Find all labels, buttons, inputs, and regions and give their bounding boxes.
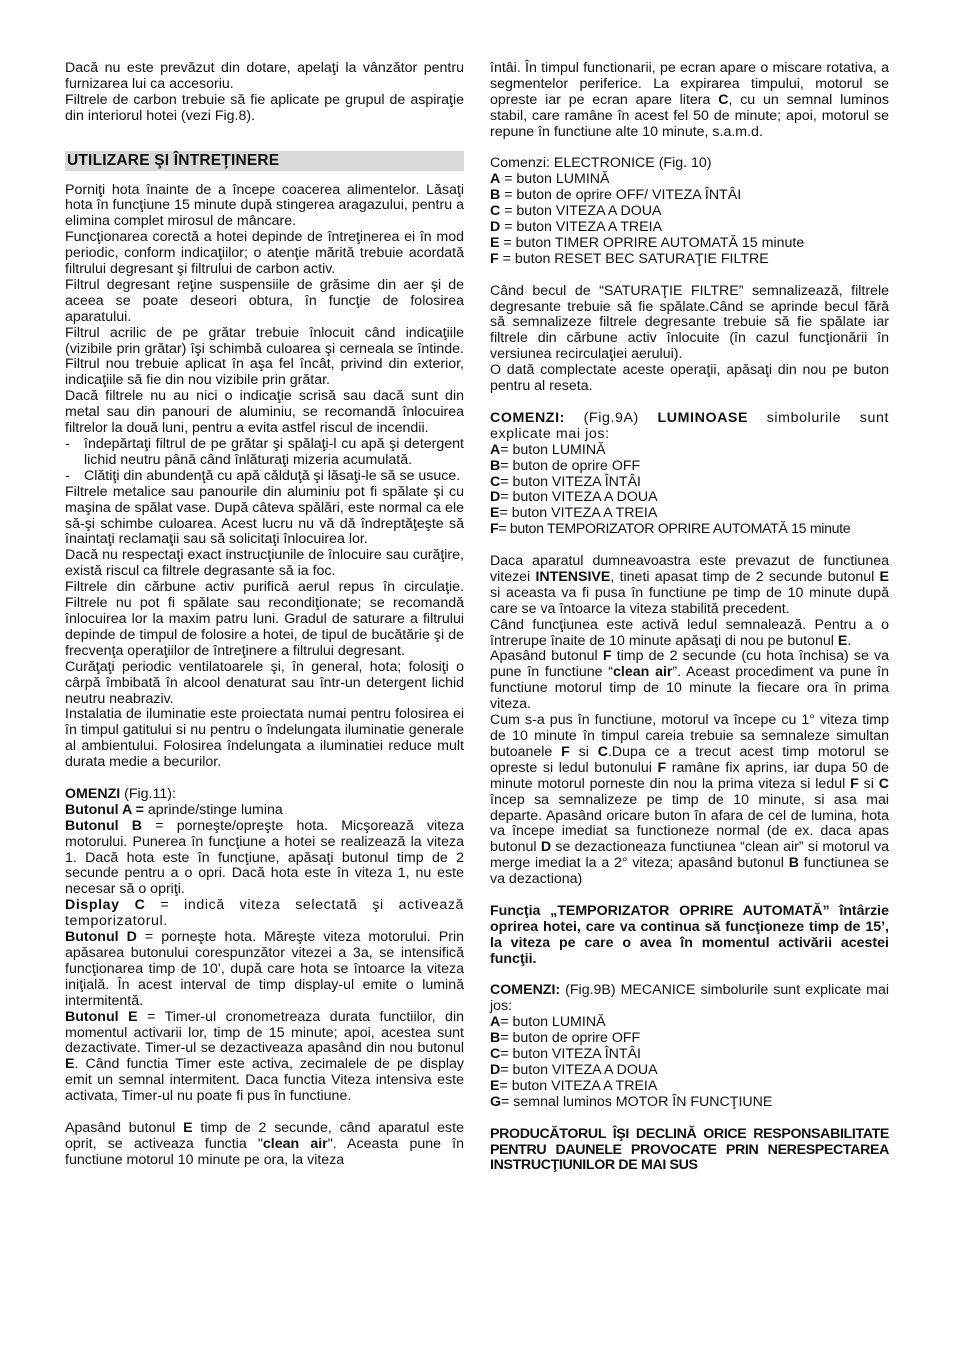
electronic-controls-list: [490, 172, 889, 267]
saturation-paragraph: Când becul de “SATURAŢIE FILTRE” semnalizează, filtrele degresante trebuie să fie spălate.Când se aprinde becul fără să semnalizeze filtrele degresante trebuie să fie spălate iar filtrele din cărbune activ înlocuite (în cazul funcţionării în versiunea recirculaţiei aerului).: [490, 282, 889, 363]
section-heading: UTILIZARE ŞI ÎNTREŢINERE: [65, 151, 464, 171]
button-d-desc: Butonul D = porneşte hota. Măreşte viteza motorului. Prin apăsarea butonului corespunzător vitezei a 3a, se intensifică funcţionarea timp de 10’, după care hota se întoarce la viteza iniţială. În acest interval de timp display-ul emite o lumină intermitentă.: [65, 929, 464, 1009]
list-item: B = buton de oprire OFF/ VITEZA ÎNTÂI: [490, 187, 742, 204]
paragraph-grease-filter: Filtrul degresant reţine suspensiile de grăsime din aer şi de aceea se poate deseori obtura, în funcţie de folosirea aparatului.: [65, 276, 464, 325]
button-b-desc: Butonul B = porneşte/opreşte hota. Micşorează viteza motorului. Punerea în funcţiune a hotei se realizează la viteza 1. Dacă hota este în funcţiune, apăsaţi butonul timp de 2 secunde pentru a o opri. Dacă hota este în viteza 1, nu este necesar să o opriţi.: [65, 817, 465, 898]
list-item: C= buton VITEZA ÎNTÂI: [490, 473, 642, 490]
list-item: A = buton LUMINĂ: [490, 171, 610, 188]
paragraph-metal-filter: Dacă filtrele nu au nici o indicaţie scrisă sau dacă sunt din metal sau din panouri de aluminiu, se recomandă înlocuirea filtrelor la două luni, pentru a evita astfel riscul de incendii.: [65, 388, 464, 437]
intro-paragraph-2: Filtrele de carbon trebuie să fie aplicate pe grupul de aspiraţie din interiorul hotei (vezi Fig.8).: [65, 91, 464, 124]
clean-air-f-paragraph: Apasând butonul F timp de 2 secunde (cu hota închisa) se va pune în functiune “clean air”. Aceast procediment va pune în functiune motorul timp de 10 minute la fiecare ora în prima viteza.: [490, 648, 889, 713]
list-item: B= buton de oprire OFF: [490, 1030, 641, 1047]
omenzi-title: OMENZI (Fig.11):: [65, 785, 176, 802]
list-item: [65, 437, 464, 469]
intro-paragraph-1: Dacă nu este prevăzut din dotare, apelaţi la vânzător pentru furnizarea lui ca accesoriu.: [65, 60, 464, 92]
luminous-controls-list: [490, 443, 889, 538]
button-a-desc: Butonul A = aprinde/stinge lumina: [65, 801, 283, 818]
mechanical-controls-list: [490, 1015, 889, 1110]
right-column: [490, 61, 889, 1174]
list-item: E= buton VITEZA A TREIA: [490, 1077, 658, 1094]
list-item: D= buton VITEZA A DOUA: [490, 489, 658, 506]
disclaimer: PRODUCĂTORUL ÎŞI DECLINĂ ORICE RESPONSABILITATE PENTRU DAUNELE PROVOCATE PRIN NERESPECTAREA INSTRUCŢIUNILOR DE MAI SUS: [490, 1125, 889, 1174]
list-item: E= buton VITEZA A TREIA: [490, 505, 658, 522]
paragraph-carbon-filter: Filtrele din cărbune activ purifică aerul repus în circulaţie. Filtrele nu pot fi spălate sau recondiţionate; se recomandă înlocuirea lor la maxim patru luni. Gradul de saturare a filtrului depinde de timpul de folosire a hotei, de tipul de bucătărie şi de frecvenţa operaţiilor de întreţinere a filtrului degresant.: [65, 579, 464, 659]
led-paragraph: Când funcţiunea este activă ledul semnalează. Pentru a o întrerupe înaite de 10 minute apăsaţi di nou pe butonul E.: [490, 616, 889, 649]
electronic-controls-title: Comenzi: ELECTRONICE (Fig. 10): [490, 155, 712, 172]
list-item: C = buton VITEZA A DOUA: [490, 203, 662, 220]
list-item-text: Clătiţi din abundenţă cu apă călduţă şi lăsaţi-le să se usuce.: [84, 467, 461, 484]
reset-paragraph: O dată complectate aceste operaţii, apăsaţi din nou pe buton pentru al reseta.: [490, 362, 889, 395]
mechanical-controls-title: COMENZI: (Fig.9B) MECANICE simbolurile sunt explicate mai jos:: [490, 982, 889, 1015]
intensive-paragraph: Daca aparatul dumneavoastra este prevazut de functiunea vitezei INTENSIVE, tineti apasat timp de 2 secunde butonul E si aceasta va fi pusa în functiune pe timp de 10 minute după care se va întoarce la viteza stabilită precedent.: [490, 553, 890, 617]
motor-cycle-paragraph: Cum s-a pus în functiune, motorul va începe cu 1° viteza timp de 10 minute în timpul careia trebuie sa semnaleze simultan butoanele F si C.Dupa ce a trecut acest timp motorul se opreste si ledul butonului F ramâne fix aprins, iar dupa 50 de minute motorul porneste din nou la prima viteza si ledul F si C încep sa semnalizeze pe timp de 10 minute, si asa mai departe. Apasând oricare buton în afara de cel de lumina, hota va începe imediat sa functioneze normal (de ex. daca apas butonul D se dezactioneaza functiunea “clean air” si motorul va merge imediat la a 2° viteza; apasând butonul B functiunea se va dezactiona): [490, 712, 889, 888]
timer-function-note: Funcţia „TEMPORIZATOR OPRIRE AUTOMATĂ” întârzie oprirea hotei, care va continua să funcţioneze timp de 15’, la viteza pe care o avea în momentul activării acestei funcţii.: [490, 902, 889, 967]
button-e-desc: Butonul E = Timer-ul cronometreaza durata functiilor, din momentul activarii lor, timp de 15 minute; apoi, acestea sunt dezactivate. Timer-ul se dezactiveaza apasând din nou butonul E. Când functia Timer este activa, zecimalele de pe display emit un semnal intermitent. Daca functia Viteza intensiva este activata, Timer-ul nu poate fi pus în functiune.: [65, 1008, 464, 1105]
dash-bullet: -: [65, 436, 70, 453]
list-item: B= buton de oprire OFF: [490, 457, 641, 474]
list-item: D = buton VITEZA A TREIA: [490, 219, 663, 236]
clean-air-continued: întâi. În timpul functionarii, pe ecran apare o miscare rotativa, a segmentelor periferice. La expirarea timpului, motorul se opreste iar pe ecran apare litera C, cu un semnal luminos stabil, care ramâne în acest fel 50 de minute; apoi, motorul se repune în functiune alte 10 minute, s.a.m.d.: [490, 60, 889, 140]
display-c-desc: Display C = indică viteza selectată şi activează temporizatorul.: [65, 897, 464, 930]
list-item: C= buton VITEZA ÎNTÂI: [490, 1046, 642, 1063]
list-item: G= semnal luminos MOTOR ÎN FUNCŢIUNE: [490, 1093, 773, 1110]
list-item: F= buton TEMPORIZATOR OPRIRE AUTOMATĂ 15 minute: [490, 521, 851, 538]
paragraph-lighting: Instalatia de iluminatie este proiectata numai pentru folosirea ei în timpul gatitului si nu pentru o îndelungata iluminatie generale al ambientului. Folosirea îndelungata a iluminatiei reduce mult durata medie a becurilor.: [65, 706, 464, 771]
paragraph-start-hood: Porniţi hota înainte de a începe coacerea alimentelor. Lăsaţi hota în funcţiune 15 minute după stingerea aragazului, pentru a elimina complet mirosul de mâncare.: [65, 181, 464, 230]
clean-air-paragraph: Apasând butonul E timp de 2 secunde, când aparatul este oprit, se activeaza functia "clean air". Aceasta pune în functiune motorul 10 minute pe ora, la viteza: [65, 1119, 465, 1168]
list-item: [65, 469, 464, 485]
paragraph-acrylic-filter: Filtrul acrilic de pe grătar trebuie înlocuit când indicaţiile (vizibile prin grătar) îşi schimbă culoarea şi cerneala se întinde. Filtrul nou trebuie aplicat în aşa fel încât, privind din exterior, indicaţiile să fie din nou vizibile prin grătar.: [65, 324, 464, 389]
list-item-text: îndepărtaţi filtrul de pe grătar şi spălaţi-l cu apă şi detergent lichid neutru până când înlăturaţi mizeria acumulată.: [84, 436, 464, 468]
list-item: A= buton LUMINĂ: [490, 1014, 606, 1031]
paragraph-cleaning: Curăţaţi periodic ventilatoarele şi, în general, hota; folosiţi o cârpă îmbibată în alcool denaturat sau într-un detergent lichid neutru neabraziv.: [65, 658, 464, 707]
left-column: [65, 61, 464, 1169]
list-item: D= buton VITEZA A DOUA: [490, 1062, 658, 1078]
dash-bullet: -: [65, 467, 70, 484]
luminous-controls-title: COMENZI: (Fig.9A) LUMINOASE simbolurile sunt explicate mai jos:: [490, 409, 889, 442]
paragraph-maintenance: Funcţionarea corectă a hotei depinde de întreţinerea ei în mod periodic, conform indicaţiilor; o atenţie mărită trebuie acordată filtrului degresant şi filtrului de carbon activ.: [65, 229, 464, 278]
list-item: E = buton TIMER OPRIRE AUTOMATĂ 15 minute: [490, 234, 805, 251]
list-item: F = buton RESET BEC SATURAŢIE FILTRE: [490, 250, 769, 267]
paragraph-fire-risk: Dacă nu respectaţi exact instrucţiunile de înlocuire sau curăţire, există riscul ca filtrele degrasante să ia foc.: [65, 547, 464, 580]
paragraph-dishwasher: Filtrele metalice sau panourile din aluminiu pot fi spălate şi cu maşina de spălat vase. După câteva spălări, este normal ca ele să-şi schimbe culoarea. Acest lucru nu vă dă îndreptăţeşte să înaintaţi reclamaţii sau să solicitaţi înlocuirea lor.: [65, 483, 464, 548]
list-item: A= buton LUMINĂ: [490, 441, 606, 458]
